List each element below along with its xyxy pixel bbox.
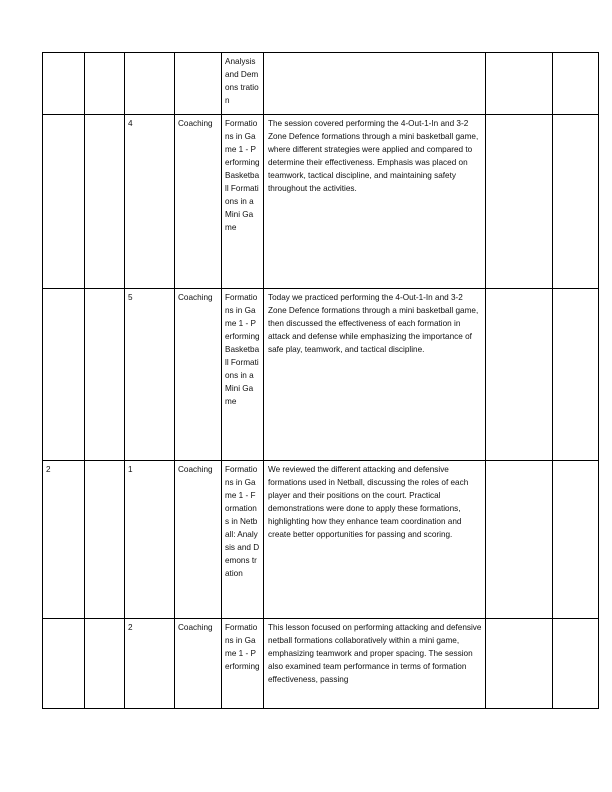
day-cell: 1	[125, 461, 175, 619]
description-cell: We reviewed the different attacking and defensive formations used in Netball, discussing the roles of each player and their positions on the court. Practical demonstrations were done to apply these formations, highlighting how they enhance team coordination and create better opportunities for passing and scoring.	[264, 461, 486, 619]
type-cell: Coaching	[175, 289, 222, 461]
week-cell	[43, 53, 85, 115]
week-cell	[43, 289, 85, 461]
topic-cell: Analysis and Demons tration	[222, 53, 264, 115]
topic-cell: Formations in Game 1 - Formations in Netball: Analysis and Demons tration	[222, 461, 264, 619]
table-row	[43, 115, 599, 289]
blank-cell	[553, 53, 599, 115]
blank-cell	[486, 461, 553, 619]
type-cell	[175, 53, 222, 115]
table-row	[43, 53, 599, 115]
blank-cell	[486, 619, 553, 709]
week-cell	[43, 619, 85, 709]
blank-cell	[553, 461, 599, 619]
description-cell: This lesson focused on performing attacking and defensive netball formations collaboratively within a mini game, emphasizing teamwork and proper spacing. The session also examined team performance in terms of formation effectiveness, passing	[264, 619, 486, 709]
blank-cell	[553, 115, 599, 289]
blank-cell	[85, 289, 125, 461]
blank-cell	[486, 289, 553, 461]
type-cell: Coaching	[175, 619, 222, 709]
type-cell: Coaching	[175, 461, 222, 619]
topic-cell: Formations in Game 1 - Performing Basketball Formations in a Mini Game	[222, 115, 264, 289]
blank-cell	[85, 53, 125, 115]
log-table	[42, 52, 599, 709]
blank-cell	[553, 619, 599, 709]
table-row	[43, 461, 599, 619]
day-cell	[125, 53, 175, 115]
topic-cell: Formations in Game 1 - Performing Basketball Formations in a Mini Game	[222, 289, 264, 461]
blank-cell	[486, 53, 553, 115]
description-cell	[264, 53, 486, 115]
description-cell: The session covered performing the 4-Out-1-In and 3-2 Zone Defence formations through a mini basketball game, where different strategies were applied and compared to determine their effectiveness. Emphasis was placed on teamwork, tactical discipline, and maintaining safety throughout the activities.	[264, 115, 486, 289]
description-cell: Today we practiced performing the 4-Out-1-In and 3-2 Zone Defence formations through a mini basketball game, then discussed the effectiveness of each formation in attack and defense while emphasizing the importance of safe play, teamwork, and tactical discipline.	[264, 289, 486, 461]
blank-cell	[486, 115, 553, 289]
type-cell: Coaching	[175, 115, 222, 289]
blank-cell	[553, 289, 599, 461]
day-cell: 4	[125, 115, 175, 289]
week-cell: 2	[43, 461, 85, 619]
blank-cell	[85, 115, 125, 289]
day-cell: 5	[125, 289, 175, 461]
blank-cell	[85, 619, 125, 709]
table-row	[43, 619, 599, 709]
day-cell: 2	[125, 619, 175, 709]
topic-cell: Formations in Game 1 - Performing	[222, 619, 264, 709]
table-row	[43, 289, 599, 461]
week-cell	[43, 115, 85, 289]
blank-cell	[85, 461, 125, 619]
